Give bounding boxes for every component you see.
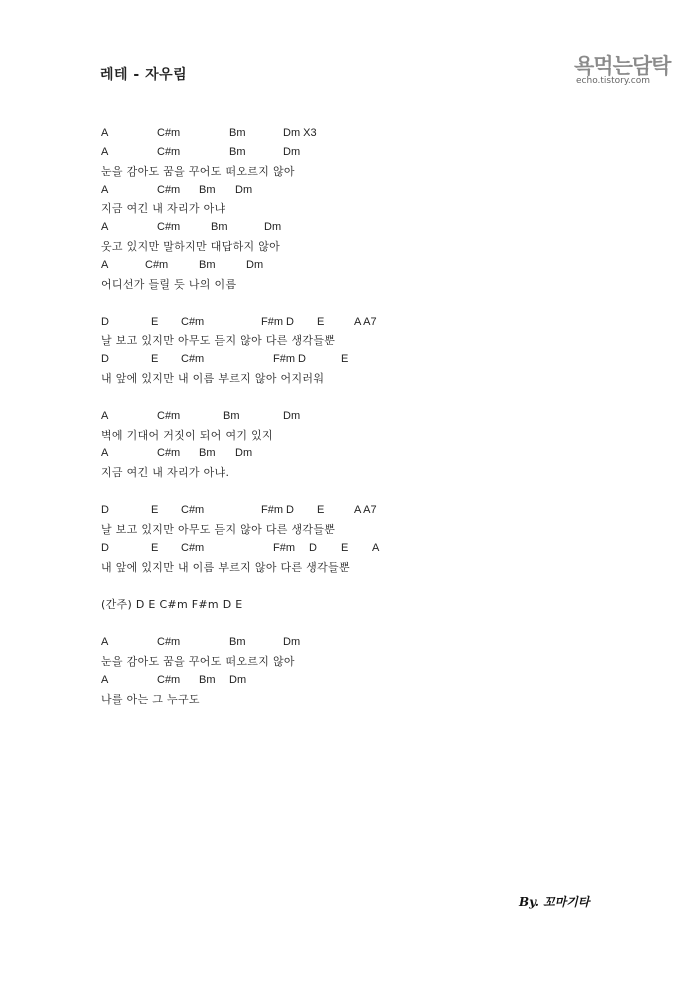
chord-symbol: E xyxy=(317,316,325,328)
lyric-text: 어디선가 들릴 듯 나의 이름 xyxy=(101,278,237,291)
chord-symbol: A xyxy=(101,674,109,686)
chord-symbol: D xyxy=(309,542,317,554)
chord-symbol: Dm xyxy=(235,184,253,196)
chord-symbol: A xyxy=(101,184,109,196)
chord-line xyxy=(0,181,700,200)
chord-symbol: F#m D xyxy=(273,353,306,365)
chord-symbol: A xyxy=(372,542,380,554)
chord-symbol: Dm xyxy=(283,636,301,648)
lyric-line xyxy=(101,595,243,614)
chord-symbol: Dm xyxy=(246,259,264,271)
chord-symbol: Dm xyxy=(229,674,247,686)
chord-symbol: Dm xyxy=(264,221,282,233)
chord-symbol: F#m D xyxy=(261,316,294,328)
chord-line xyxy=(0,407,700,426)
chord-symbol: Dm xyxy=(235,447,253,459)
song-title: 레테 - 자우림 xyxy=(100,67,188,83)
chord-line xyxy=(0,671,700,690)
chord-symbol: C#m xyxy=(181,504,205,516)
lyric-text: 눈을 감아도 꿈을 꾸어도 떠오르지 않아 xyxy=(101,655,295,668)
lyric-text: 벽에 기대어 거짓이 되어 여기 있지 xyxy=(101,429,273,442)
chord-symbol: C#m xyxy=(157,146,181,158)
chord-symbol: Bm xyxy=(199,674,216,686)
chord-symbol: Bm xyxy=(199,259,216,271)
chord-symbol: E xyxy=(341,542,349,554)
chord-symbol: C#m xyxy=(181,542,205,554)
lyric-line xyxy=(101,690,200,709)
lyric-line xyxy=(101,199,225,218)
chord-symbol: Bm xyxy=(199,184,216,196)
chord-symbol: D xyxy=(101,316,109,328)
chord-symbol: C#m xyxy=(157,636,181,648)
chord-line xyxy=(0,124,700,143)
lyric-text: 웃고 있지만 말하지만 대답하지 않아 xyxy=(101,240,281,253)
chord-symbol: A xyxy=(101,636,109,648)
lyric-line xyxy=(101,520,335,539)
lyric-text: 내 앞에 있지만 내 이름 부르지 않아 다른 생각들뿐 xyxy=(101,561,350,574)
chord-symbol: Dm xyxy=(283,410,301,422)
chord-symbol: Bm xyxy=(229,636,246,648)
chord-symbol: A xyxy=(101,259,109,271)
chord-symbol: A xyxy=(101,221,109,233)
lyric-text: (간주) D E C#m F#m D E xyxy=(101,598,243,611)
lyric-line xyxy=(101,426,273,445)
chord-symbol: Bm xyxy=(199,447,216,459)
lyric-line xyxy=(101,331,335,350)
lyric-line xyxy=(101,237,280,256)
chord-symbol: D xyxy=(101,504,109,516)
lyric-text: 내 앞에 있지만 내 이름 부르지 않아 어지러워 xyxy=(101,372,325,385)
chord-line xyxy=(0,256,700,275)
lyric-line xyxy=(101,162,295,181)
logo-main-text: 욕먹는담탁 xyxy=(574,54,671,78)
chord-symbol: D xyxy=(101,542,109,554)
author-signature: By. 꼬마기타 xyxy=(519,895,590,909)
chord-symbol: F#m D xyxy=(261,504,294,516)
chord-line xyxy=(0,444,700,463)
chord-symbol: A xyxy=(101,447,109,459)
chord-symbol: D xyxy=(101,353,109,365)
chord-symbol: Dm X3 xyxy=(283,127,317,139)
chord-symbol: Bm xyxy=(211,221,228,233)
chord-line xyxy=(0,501,700,520)
chord-symbol: A xyxy=(101,410,109,422)
chord-line xyxy=(0,350,700,369)
chord-symbol: A xyxy=(101,146,109,158)
chord-symbol: Bm xyxy=(229,146,246,158)
chord-symbol: E xyxy=(151,504,159,516)
chord-symbol: Dm xyxy=(283,146,301,158)
chord-symbol: A A7 xyxy=(354,504,377,516)
chord-symbol: C#m xyxy=(181,316,205,328)
lyric-line xyxy=(101,275,236,294)
lyric-text: 날 보고 있지만 아무도 듣지 않아 다른 생각들뿐 xyxy=(101,334,336,347)
chord-symbol: C#m xyxy=(157,221,181,233)
chord-symbol: A A7 xyxy=(354,316,377,328)
chord-line xyxy=(0,143,700,162)
lyric-line xyxy=(101,558,350,577)
lyric-text: 날 보고 있지만 아무도 듣지 않아 다른 생각들뿐 xyxy=(101,523,336,536)
chord-symbol: Bm xyxy=(229,127,246,139)
chord-symbol: C#m xyxy=(181,353,205,365)
chord-symbol: C#m xyxy=(157,184,181,196)
chord-symbol: E xyxy=(317,504,325,516)
chord-symbol: C#m xyxy=(157,127,181,139)
chord-line xyxy=(0,539,700,558)
chord-symbol: C#m xyxy=(157,674,181,686)
chord-symbol: C#m xyxy=(157,410,181,422)
chord-symbol: C#m xyxy=(145,259,169,271)
lyric-text: 지금 여긴 내 자리가 아냐. xyxy=(101,466,230,479)
lyric-text: 눈을 감아도 꿈을 꾸어도 떠오르지 않아 xyxy=(101,165,295,178)
chord-symbol: Bm xyxy=(223,410,240,422)
lyric-text: 나를 아는 그 누구도 xyxy=(101,693,200,706)
chord-symbol: F#m xyxy=(273,542,295,554)
lyric-text: 지금 여긴 내 자리가 아냐 xyxy=(101,202,226,215)
chord-line xyxy=(0,218,700,237)
chord-line xyxy=(0,313,700,332)
chord-symbol: E xyxy=(151,316,159,328)
chord-symbol: E xyxy=(341,353,349,365)
lyric-line xyxy=(101,369,324,388)
chord-symbol: E xyxy=(151,353,159,365)
chord-symbol: C#m xyxy=(157,447,181,459)
chord-symbol: E xyxy=(151,542,159,554)
logo-url-text: echo.tistory.com xyxy=(576,76,650,86)
lyric-line xyxy=(101,463,229,482)
chord-line xyxy=(0,633,700,652)
chord-symbol: A xyxy=(101,127,109,139)
lyric-line xyxy=(101,652,295,671)
